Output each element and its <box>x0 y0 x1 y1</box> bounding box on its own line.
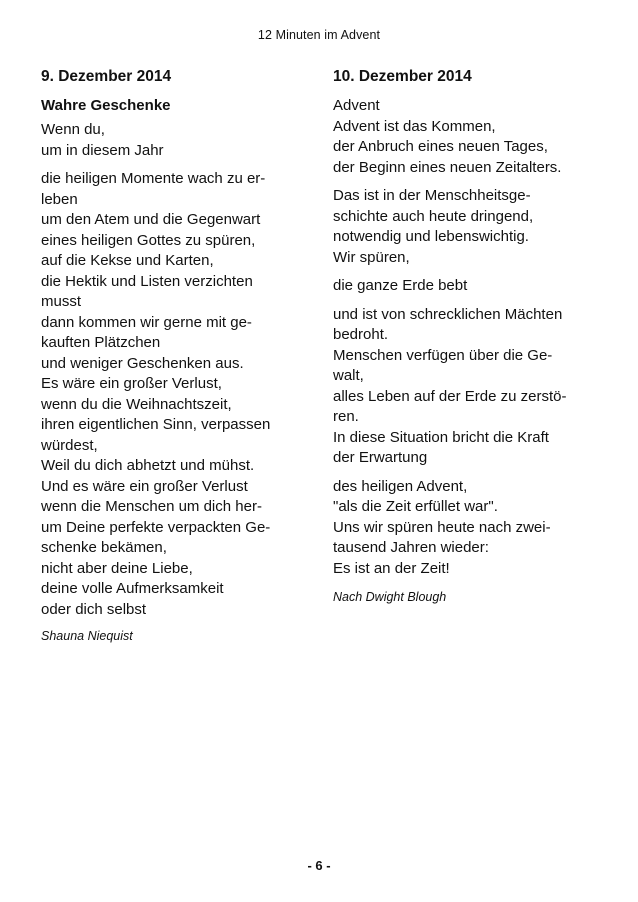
poem-line: musst <box>41 293 82 310</box>
poem-line: dann kommen wir gerne mit ge- <box>41 313 252 331</box>
poem-line: ihren eigentlichen Sinn, verpassen <box>41 416 271 433</box>
poem-line: tausend Jahren wieder: <box>333 539 489 556</box>
poem-line: Das ist in der Menschheitsge- <box>333 187 531 204</box>
poem-line: Es wäre ein großer Verlust, <box>41 375 222 392</box>
poem-line: Weil du dich abhetzt und mühst. <box>41 457 255 474</box>
poem-line: Advent ist das Kommen, <box>333 117 496 135</box>
poem-line: um Deine perfekte verpackten Ge- <box>41 518 271 536</box>
poem-line: alles Leben auf der Erde zu zerstö- <box>333 387 567 405</box>
poem-line: um in diesem Jahr <box>41 141 164 159</box>
poem-line: Es ist an der Zeit! <box>333 559 450 577</box>
poem-line: ren. <box>333 408 359 425</box>
poem-line: der Anbruch eines neuen Tages, <box>333 138 548 155</box>
poem-stanza <box>333 186 601 268</box>
left-column <box>41 68 303 644</box>
poem-stanza <box>333 276 601 297</box>
poem-line: notwendig und lebenswichtig. <box>333 228 529 245</box>
poem-line: Wenn du, <box>41 121 105 138</box>
poem-line: die Hektik und Listen verzichten <box>41 272 253 290</box>
left-author: Shauna Niequist <box>41 629 133 643</box>
poem-line: Wir spüren, <box>333 248 410 266</box>
poem-line: des heiligen Advent, <box>333 477 468 495</box>
poem-line: deine volle Aufmerksamkeit <box>41 580 224 597</box>
poem-stanza <box>333 96 601 178</box>
poem-line: Menschen verfügen über die Ge- <box>333 346 553 364</box>
poem-stanza <box>41 169 303 620</box>
poem-line: kauften Plätzchen <box>41 334 161 351</box>
poem-line: und ist von schrecklichen Mächten <box>333 305 563 323</box>
poem-line: die heiligen Momente wach zu er- <box>41 170 266 187</box>
poem-line: der Beginn eines neuen Zeitalters. <box>333 158 562 176</box>
poem-line: walt, <box>333 367 364 384</box>
poem-line: die ganze Erde bebt <box>333 277 468 294</box>
poem-stanza <box>41 120 303 161</box>
poem-line: Advent <box>333 97 380 114</box>
right-poem <box>333 96 601 579</box>
poem-line: leben <box>41 190 78 208</box>
poem-line: nicht aber deine Liebe, <box>41 559 193 577</box>
left-poem <box>41 120 303 620</box>
poem-line: "als die Zeit erfüllet war". <box>333 498 498 515</box>
poem-line: würdest, <box>41 436 98 454</box>
right-column <box>333 68 601 605</box>
poem-line: In diese Situation bricht die Kraft <box>333 428 549 446</box>
poem-line: wenn die Menschen um dich her- <box>41 498 262 515</box>
poem-stanza <box>333 477 601 580</box>
right-author: Nach Dwight Blough <box>333 590 447 604</box>
poem-line: der Erwartung <box>333 449 428 466</box>
running-header: 12 Minuten im Advent <box>257 28 381 42</box>
poem-line: auf die Kekse und Karten, <box>41 252 214 269</box>
poem-line: Uns wir spüren heute nach zwei- <box>333 518 551 536</box>
poem-line: um den Atem und die Gegenwart <box>41 211 261 228</box>
poem-line: oder dich selbst <box>41 600 147 618</box>
left-date-heading: 9. Dezember 2014 <box>41 68 172 85</box>
poem-line: schichte auch heute dringend, <box>333 207 534 225</box>
left-poem-title: Wahre Geschenke <box>41 97 171 114</box>
poem-line: eines heiligen Gottes zu spüren, <box>41 231 256 249</box>
poem-stanza <box>333 305 601 469</box>
poem-line: schenke bekämen, <box>41 539 167 556</box>
right-date-heading: 10. Dezember 2014 <box>333 68 472 85</box>
page-number: - 6 - <box>307 858 331 873</box>
poem-line: Und es wäre ein großer Verlust <box>41 477 248 495</box>
poem-line: wenn du die Weihnachtszeit, <box>41 395 232 413</box>
poem-line: und weniger Geschenken aus. <box>41 354 244 372</box>
poem-line: bedroht. <box>333 326 389 343</box>
